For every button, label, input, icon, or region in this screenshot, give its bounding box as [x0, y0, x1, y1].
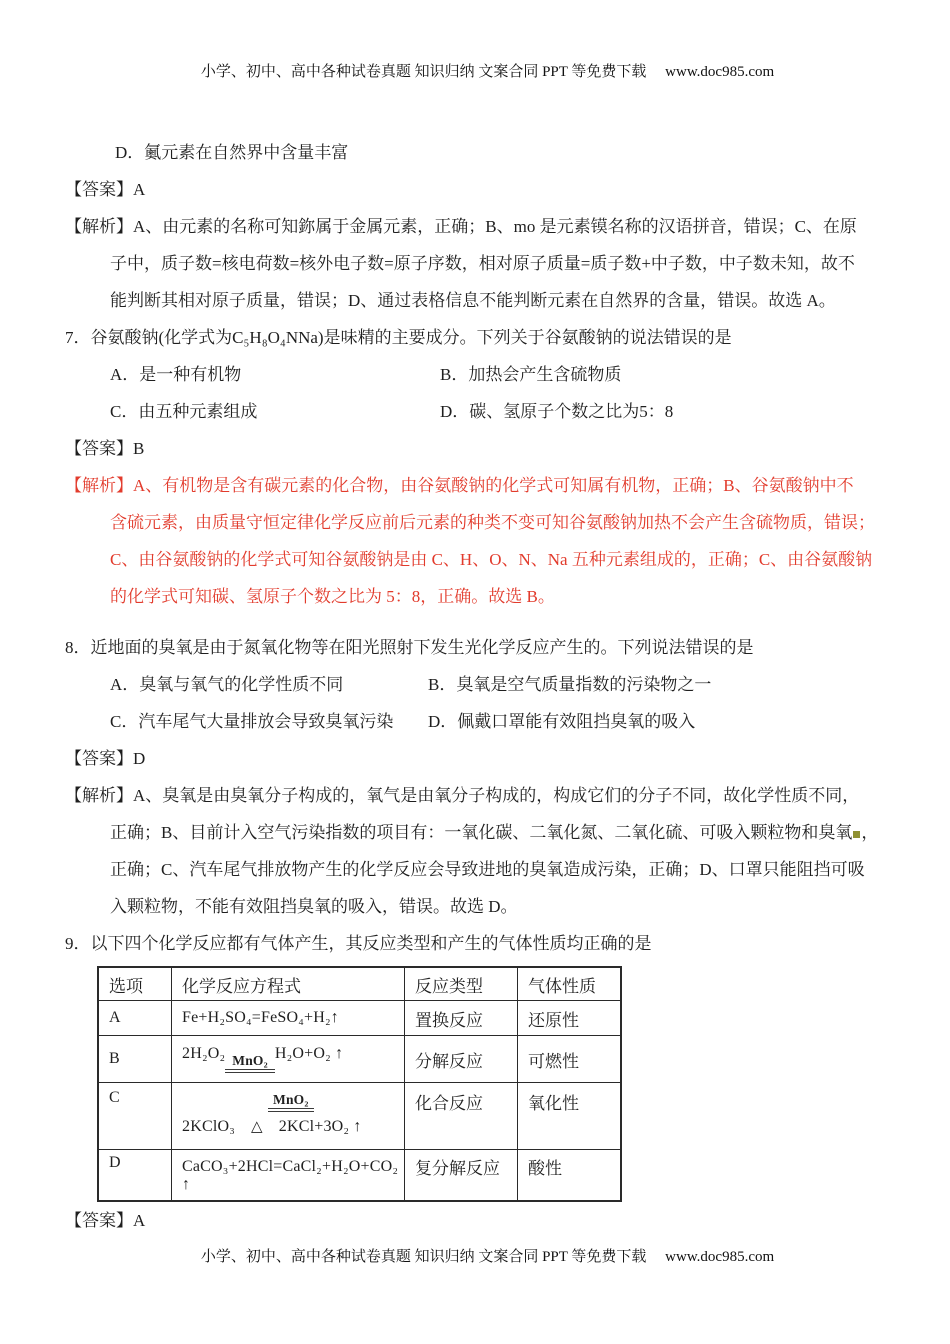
q9-row-c-type: 化合反应 — [405, 1083, 518, 1150]
q7-options-row-1 — [65, 356, 910, 393]
q9-row-c-reactant: 2KClO₃ — [182, 1118, 236, 1135]
q9-table-row-d — [98, 1150, 621, 1202]
q6-analysis-line-3: 能判断其相对原子质量，错误；D、通过表格信息不能判断元素在自然界的含量，错误。故选 A。 — [110, 291, 836, 310]
q8-option-a: A．臭氧与氧气的化学性质不同 — [110, 675, 344, 694]
q9-table-header-row — [98, 967, 621, 1001]
q7-answer: 【答案】B — [65, 439, 145, 458]
q9-row-b-condition: MnO₂ — [225, 1054, 275, 1073]
q9-row-c-gas: 氧化性 — [518, 1083, 622, 1150]
q9-answer: 【答案】A — [65, 1211, 146, 1230]
q9-row-d-equation — [172, 1150, 405, 1202]
q9-row-c-condition-line — [182, 1089, 404, 1115]
q6-analysis-line-2: 子中，质子数=核电荷数=核外电子数=原子序数，相对原子质量=质子数+中子数，中子数未知，故不 — [110, 254, 855, 273]
q6-answer: 【答案】A — [65, 180, 146, 199]
scan-highlight-artifact — [853, 831, 860, 838]
q9-row-b-option: B — [98, 1036, 172, 1083]
q9-reaction-table — [97, 966, 622, 1202]
q7-analysis-line-3: C、由谷氨酸钠的化学式可知谷氨酸钠是由 C、H、O、N、Na 五种元素组成的，正确；C、由谷氨酸钠 — [110, 550, 873, 569]
q7-analysis-line-1: 【解析】A、有机物是含有碳元素的化合物，由谷氨酸钠的化学式可知属有机物，正确；B、谷氨酸钠中不 — [65, 476, 854, 495]
q8-analysis-line-1: 【解析】A、臭氧是由臭氧分子构成的，氧气是由氧分子构成的，构成它们的分子不同，故化学性质不同， — [65, 786, 860, 805]
q8-option-d: D．佩戴口罩能有效阻挡臭氧的吸入 — [428, 712, 696, 731]
q9-row-c-equation-line — [182, 1115, 404, 1143]
q9-row-b-product: H₂O+O₂ ↑ — [274, 1045, 344, 1063]
q9-row-d-type: 复分解反应 — [405, 1150, 518, 1202]
q9-header-gas: 气体性质 — [518, 967, 622, 1001]
q9-row-d-equation-line: CaCO₃+2HCl=CaCl₂+H₂O+CO₂ — [182, 1158, 399, 1175]
q8-options-row-1 — [65, 666, 910, 703]
q9-table-row-b — [98, 1036, 621, 1083]
q7-option-c: C．由五种元素组成 — [110, 402, 258, 421]
q8-analysis-line-3: 正确；C、汽车尾气排放物产生的化学反应会导致进地的臭氧造成污染，正确；D、口罩只能阻挡可吸 — [110, 860, 865, 879]
q9-row-c-equation — [172, 1083, 405, 1150]
q7-option-a: A．是一种有机物 — [110, 365, 242, 384]
q9-row-b-type: 分解反应 — [405, 1036, 518, 1083]
q9-row-a-option: A — [98, 1001, 172, 1036]
q7-analysis-line-2: 含硫元素，由质量守恒定律化学反应前后元素的种类不变可知谷氨酸钠加热不会产生含硫物质，错误； — [110, 513, 875, 532]
q9-row-d-arrow: ↑ — [182, 1176, 191, 1193]
q9-row-d-option: D — [98, 1150, 172, 1202]
q7-option-b: B．加热会产生含硫物质 — [440, 365, 622, 384]
q6-option-d: D．鿫元素在自然界中含量丰富 — [115, 143, 349, 162]
q9-row-c-delta-icon: △ — [251, 1119, 263, 1135]
q8-option-b: B．臭氧是空气质量指数的污染物之一 — [428, 675, 712, 694]
q9-header-option: 选项 — [98, 967, 172, 1001]
q9-row-a-type: 置换反应 — [405, 1001, 518, 1036]
header-watermark: 小学、初中、高中各种试卷真题 知识归纳 文案合同 PPT 等免费下载 www.doc985.com — [200, 64, 775, 80]
q9-row-d-gas: 酸性 — [518, 1150, 622, 1202]
q8-stem: 8．近地面的臭氧是由于氮氧化物等在阳光照射下发生光化学反应产生的。下列说法错误的是 — [65, 638, 754, 657]
q9-row-b-reactant: 2H₂O₂ — [182, 1045, 226, 1063]
q9-table-row-a — [98, 1001, 621, 1036]
q9-row-b-gas: 可燃性 — [518, 1036, 622, 1083]
q6-analysis-line-1: 【解析】A、由元素的名称可知鉨属于金属元素，正确；B、mo 是元素镆名称的汉语拼音，错误；C、在原 — [65, 217, 857, 236]
q9-row-a-equation: Fe+H₂SO₄=FeSO₄+H₂↑ — [172, 1001, 405, 1036]
q9-row-c-product: 2KCl+3O₂ ↑ — [278, 1118, 362, 1135]
q8-option-c: C．汽车尾气大量排放会导致臭氧污染 — [110, 712, 394, 731]
q7-stem: 7．谷氨酸钠(化学式为C₅H₈O₄NNa)是味精的主要成分。下列关于谷氨酸钠的说法错误的是 — [65, 328, 732, 347]
q8-analysis-line-4: 入颗粒物，不能有效阻挡臭氧的吸入，错误。故选 D。 — [110, 897, 518, 916]
q8-options-row-2 — [65, 703, 910, 740]
q9-header-equation: 化学反应方程式 — [172, 967, 405, 1001]
q8-answer: 【答案】D — [65, 749, 146, 768]
footer-watermark: 小学、初中、高中各种试卷真题 知识归纳 文案合同 PPT 等免费下载 www.doc985.com — [200, 1249, 775, 1265]
q9-row-a-gas: 还原性 — [518, 1001, 622, 1036]
q7-analysis-line-4: 的化学式可知碳、氢原子个数之比为 5：8，正确。故选 B。 — [110, 587, 555, 606]
q7-options-row-2 — [65, 393, 910, 430]
q8-analysis-line-2-comma: ， — [861, 823, 879, 842]
q9-row-c-option: C — [98, 1083, 172, 1150]
q9-stem: 9．以下四个化学反应都有气体产生，其反应类型和产生的气体性质均正确的是 — [65, 934, 652, 953]
q7-option-d: D．碳、氢原子个数之比为5：8 — [440, 402, 674, 421]
q9-row-c-condition: MnO₂ — [268, 1092, 314, 1112]
q9-header-type: 反应类型 — [405, 967, 518, 1001]
q8-analysis-line-2-text: 正确；B、目前计入空气污染指数的项目有：一氧化碳、二氧化氮、二氧化硫、可吸入颗粒物和臭氧 — [110, 823, 853, 842]
q9-table-row-c — [98, 1083, 621, 1150]
q9-row-b-equation — [172, 1036, 405, 1083]
q8-analysis-line-2 — [110, 814, 910, 851]
